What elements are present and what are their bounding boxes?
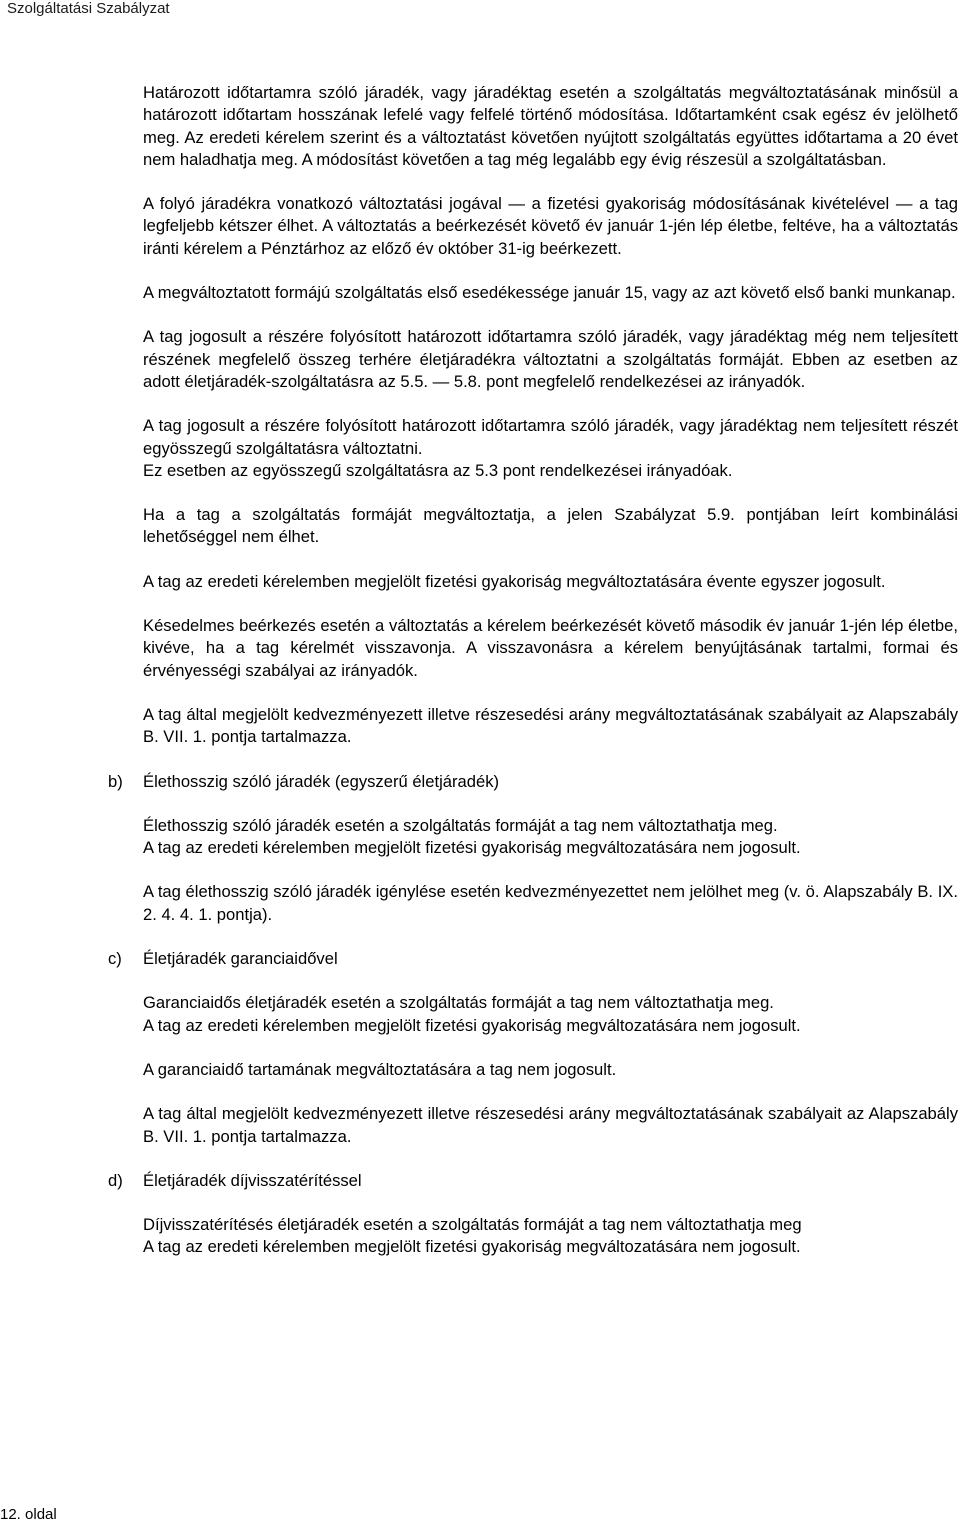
section-d-heading: [108, 1170, 958, 1192]
paragraph-change-rights: A folyó járadékra vonatkozó változtatási jogával — a fizetési gyakoriság módosításának kivételével — a tag legfeljebb kétszer élhet. A változtatás a beérkezését követő év január 1-jén lép életbe, feltéve, ha a változtatás iránti kérelem a Pénztárhoz az előző év október 31-ig beérkezett.: [143, 194, 958, 258]
paragraph-lump-sum-conversion: A tag jogosult a részére folyósított határozott időtartamra szóló járadék, vagy járadéktag nem teljesített részét egyösszegű szolgáltatásra változtatni.: [143, 416, 958, 458]
page-header-title: Szolgáltatási Szabályzat: [7, 0, 170, 17]
paragraph-combination: Ha a tag a szolgáltatás formáját megváltoztatja, a jelen Szabályzat 5.9. pontjában leírt kombinálási lehetőséggel nem élhet.: [143, 505, 958, 547]
section-b-heading: [108, 771, 958, 793]
section-c-title: Életjáradék garanciaidővel: [143, 949, 338, 969]
section-b-marker: b): [108, 771, 123, 791]
paragraph-payment-frequency: A tag az eredeti kérelemben megjelölt fizetési gyakoriság megváltoztatására évente egyszer jogosult.: [143, 571, 886, 591]
section-c-paragraph-1a: Garanciaidős életjáradék esetén a szolgáltatás formáját a tag nem változtathatja meg.: [143, 993, 774, 1013]
paragraph-life-annuity-conversion: A tag jogosult a részére folyósított határozott időtartamra szóló járadék, vagy járadéktag még nem teljesített részének megfelelő összeg terhére életjáradékra változtatni a szolgáltatás formáját. Ebben az esetben az adott életjáradék-szolgáltatásra az 5.5. — 5.8. pont megfelelő rendelkezései az irányadók.: [143, 327, 958, 391]
section-d-paragraph-1b: A tag az eredeti kérelemben megjelölt fizetési gyakoriság megváltozatására nem jogosult.: [143, 1237, 801, 1257]
section-d-title: Életjáradék díjvisszatérítéssel: [143, 1170, 362, 1190]
document-body: [108, 82, 958, 1281]
paragraph-duration-change: Határozott időtartamra szóló járadék, vagy járadéktag esetén a szolgáltatás megváltoztatásának minősül a határozott időtartam hosszának lefelé vagy felfelé történő módosítása. Időtartamként csak egész év jelölhető meg. Az eredeti kérelem szerint és a változtatást követően nyújtott szolgáltatás együttes időtartama a 20 évet nem haladhatja meg. A módosítást követően a tag még legalább egy évig részesül a szolgáltatásban.: [143, 83, 958, 169]
page-number: 12. oldal: [0, 1506, 57, 1523]
section-c-heading: [108, 948, 958, 970]
section-b-paragraph-2: A tag élethosszig szóló járadék igénylése esetén kedvezményezettet nem jelölhet meg (v. ö. Alapszabály B. IX. 2. 4. 4. 1. pontja).: [143, 882, 958, 924]
section-d-marker: d): [108, 1170, 123, 1190]
section-c-paragraph-2: A garanciaidő tartamának megváltoztatására a tag nem jogosult.: [143, 1059, 617, 1079]
section-b-title: Élethosszig szóló járadék (egyszerű életjáradék): [143, 771, 500, 791]
paragraph-lump-sum-rules: Ez esetben az egyösszegű szolgáltatásra az 5.3 pont rendelkezései irányadóak.: [143, 460, 733, 480]
paragraph-first-due-date: A megváltoztatott formájú szolgáltatás első esedékessége január 15, vagy az azt követő első banki munkanap.: [143, 283, 956, 303]
paragraph-late-arrival: Késedelmes beérkezés esetén a változtatás a kérelem beérkezését követő második év január 1-jén lép életbe, kivéve, ha a tag kérelmét visszavonja. A visszavonásra a kérelem benyújtásának tartalmi, formai és érvényességi szabályai az irányadók.: [143, 616, 958, 680]
paragraph-beneficiary: A tag által megjelölt kedvezményezett illetve részesedési arány megváltoztatásának szabályait az Alapszabály B. VII. 1. pontja tartalmazza.: [143, 704, 958, 747]
section-c-paragraph-3: A tag által megjelölt kedvezményezett illetve részesedési arány megváltoztatásának szabályait az Alapszabály B. VII. 1. pontja tartalmazza.: [143, 1104, 958, 1146]
section-b-paragraph-1b: A tag az eredeti kérelemben megjelölt fizetési gyakoriság megváltozatására nem jogosult.: [143, 838, 801, 858]
section-b-paragraph-1a: Élethosszig szóló járadék esetén a szolgáltatás formáját a tag nem változtathatja meg.: [143, 815, 778, 835]
section-c-marker: c): [108, 949, 122, 969]
section-c-paragraph-1b: A tag az eredeti kérelemben megjelölt fizetési gyakoriság megváltozatására nem jogosult.: [143, 1015, 801, 1035]
section-d-paragraph-1a: Díjvisszatérítésés életjáradék esetén a szolgáltatás formáját a tag nem változtathatja meg: [143, 1215, 802, 1235]
